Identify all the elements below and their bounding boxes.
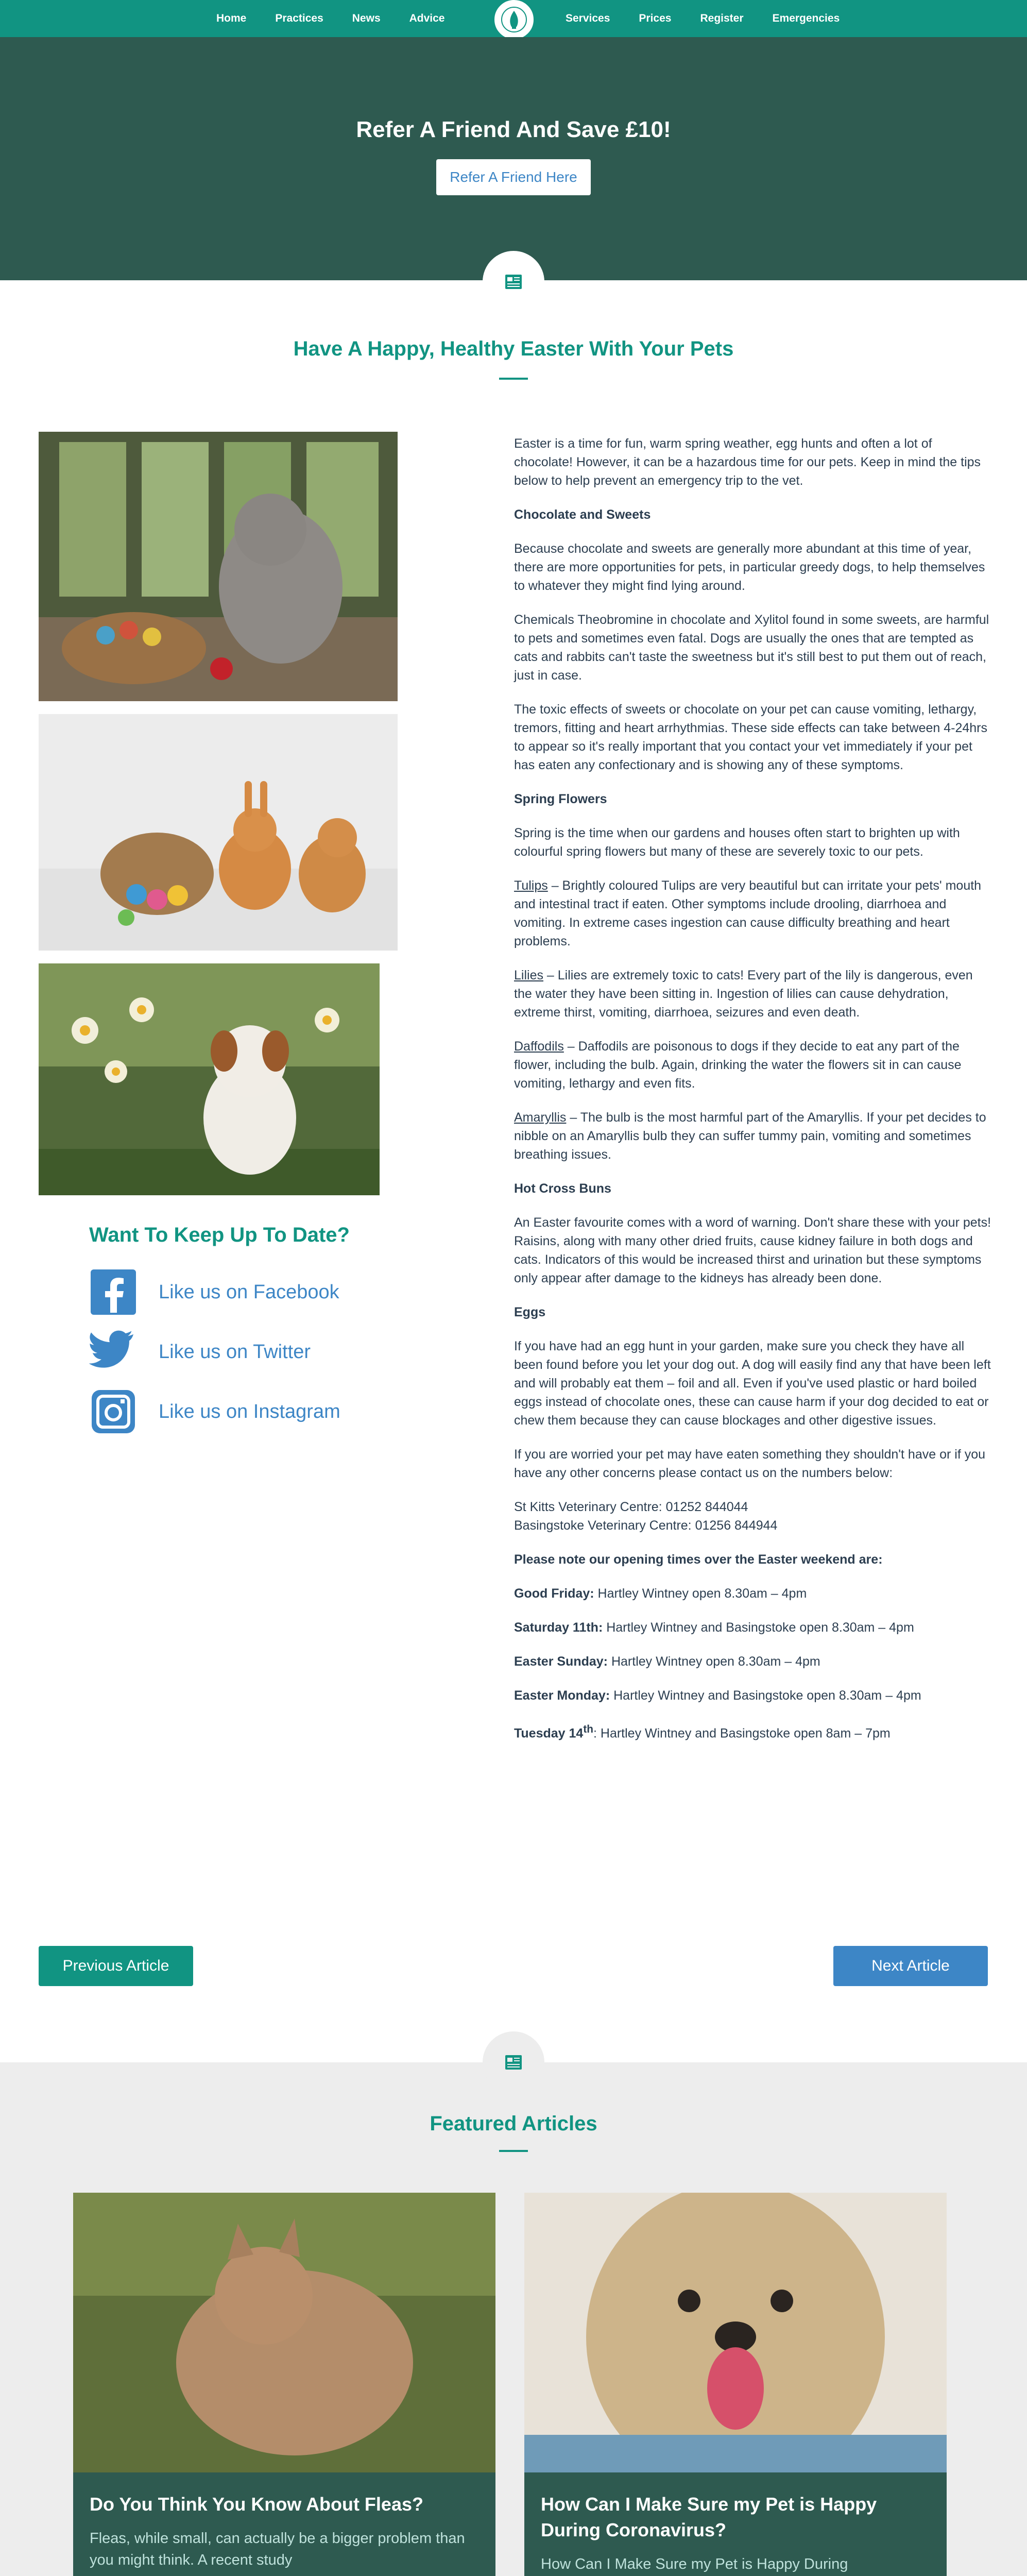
site-logo[interactable] xyxy=(492,0,536,41)
newspaper-icon xyxy=(502,2051,525,2074)
twitter-icon xyxy=(89,1327,138,1377)
opening-day: Easter Sunday: xyxy=(514,1654,608,1669)
banner-title: Refer A Friend And Save £10! xyxy=(356,117,671,142)
opening-detail: : Hartley Wintney and Basingstoke open 8am – 7pm xyxy=(593,1726,891,1741)
dog-in-daffodils-photo xyxy=(39,963,380,1195)
tulips-text: – Brightly coloured Tulips are very beautiful but can irritate your pets' mouth and intestinal tract if eaten. Other symptoms include drooling, diarrhoea and vomiting. In extreme cases ingestion can cause difficulty breathing and heart problems. xyxy=(514,878,982,948)
chocolate-paragraph-2: Chemicals Theobromine in chocolate and Xylitol found in some sweets, are harmful to pets and sometimes even fatal. Dogs are usually the ones that are tempted as cats and rabbits can't taste the sweetness but it's still best to put them out of reach, just in case. xyxy=(514,613,989,683)
featured-badge xyxy=(483,2031,544,2093)
daffodils-paragraph xyxy=(514,1037,993,1093)
lilies-name: Lilies xyxy=(514,968,543,982)
facebook-label: Like us on Facebook xyxy=(159,1281,339,1303)
twitter-link[interactable] xyxy=(89,1327,311,1377)
amaryllis-paragraph xyxy=(514,1108,993,1164)
facebook-link[interactable] xyxy=(89,1267,339,1317)
keep-up-to-date-title: Want To Keep Up To Date? xyxy=(89,1224,350,1246)
phone-numbers xyxy=(514,1498,993,1535)
featured-underline xyxy=(499,2150,528,2152)
worried-paragraph: If you are worried your pet may have eaten something they shouldn't have or if you have any other concerns please contact us on the numbers below: xyxy=(514,1447,986,1480)
nav-advice[interactable]: Advice xyxy=(409,12,445,24)
opening-detail: Hartley Wintney open 8.30am – 4pm xyxy=(608,1654,820,1669)
featured-articles-section xyxy=(0,2062,1027,2576)
rabbits-with-easter-eggs-photo xyxy=(39,714,398,951)
opening-day: Easter Monday: xyxy=(514,1688,610,1703)
opening-day: Saturday 11th: xyxy=(514,1620,603,1635)
title-underline xyxy=(499,378,528,380)
twitter-label: Like us on Twitter xyxy=(159,1341,311,1363)
opening-detail: Hartley Wintney and Basingstoke open 8.30am – 4pm xyxy=(610,1688,921,1703)
card-title: How Can I Make Sure my Pet is Happy During Coronavirus? xyxy=(541,2494,877,2540)
lilies-text: – Lilies are extremely toxic to cats! Every part of the lily is dangerous, even the water they have been sitting in. Ingestion of lilies can cause dehydration, extreme thirst, vomiting, diarrhoea, seizures and even death. xyxy=(514,968,973,1020)
opening-day: Tuesday 14 xyxy=(514,1726,584,1741)
nav-practices[interactable]: Practices xyxy=(275,12,323,24)
nav-services[interactable]: Services xyxy=(566,12,610,24)
card-excerpt: Fleas, while small, can actually be a bigger problem than you might think. A recent study xyxy=(90,2530,465,2568)
amaryllis-text: – The bulb is the most harmful part of the Amaryllis. If your pet decides to nibble on an Amaryllis bulb they can suffer tummy pain, vomiting and sometimes breathing issues. xyxy=(514,1110,986,1162)
article-title: Have A Happy, Healthy Easter With Your Pets xyxy=(293,337,734,360)
card-title: Do You Think You Know About Fleas? xyxy=(90,2494,423,2515)
hot-cross-buns-paragraph: An Easter favourite comes with a word of warning. Don't share these with your pets! Raisins, along with many other dried fruits, cause kidney failure in both dogs and cats. Indicators of this would be increased thirst and urination but these symptoms only appear after damage to the kidneys has already been done. xyxy=(514,1215,991,1285)
spring-flowers-paragraph: Spring is the time when our gardens and houses often start to brighten up with colourful spring flowers but many of these are severely toxic to our pets. xyxy=(514,826,960,859)
article-badge xyxy=(483,251,544,313)
featured-card-coronavirus[interactable] xyxy=(524,2193,947,2576)
refer-a-friend-button[interactable]: Refer A Friend Here xyxy=(436,159,591,195)
instagram-label: Like us on Instagram xyxy=(159,1400,340,1422)
amaryllis-name: Amaryllis xyxy=(514,1110,567,1125)
nav-home[interactable]: Home xyxy=(216,12,247,24)
opening-detail: Hartley Wintney and Basingstoke open 8.30am – 4pm xyxy=(603,1620,914,1635)
article-body xyxy=(514,434,993,1758)
cat-in-garden-photo xyxy=(73,2193,495,2472)
hot-cross-buns-heading: Hot Cross Buns xyxy=(514,1181,611,1196)
daffodils-text: – Daffodils are poisonous to dogs if they decide to eat any part of the flower, including the bulb. Again, drinking the water the flowers sit in can cause vomiting, lethargy and even fits. xyxy=(514,1039,962,1091)
opening-day: Good Friday: xyxy=(514,1586,594,1601)
nav-emergencies[interactable]: Emergencies xyxy=(772,12,840,24)
instagram-icon xyxy=(89,1387,138,1436)
chocolate-heading: Chocolate and Sweets xyxy=(514,507,651,522)
nav-prices[interactable]: Prices xyxy=(639,12,672,24)
featured-title: Featured Articles xyxy=(430,2112,597,2135)
featured-card-fleas[interactable] xyxy=(73,2193,495,2576)
eggs-paragraph: If you have had an egg hunt in your garden, make sure you check they have all been found before you let your dog out. A dog will easily find any that have been left and will probably eat them – foil and all. Even if you've used plastic or hard boiled eggs instead of chocolate ones, these can cause harm if your dog decided to eat or chew them because they can cause blockages and other digestive issues. xyxy=(514,1339,991,1428)
facebook-icon xyxy=(89,1267,138,1317)
chocolate-paragraph-3: The toxic effects of sweets or chocolate on your pet can cause vomiting, lethargy, tremors, fitting and heart arrhythmias. These side effects can take between 4-24hrs to appear so it's really important that you contact your vet immediately if your pet has eaten any confectionary and is showing any of these symptoms. xyxy=(514,702,987,772)
newspaper-icon xyxy=(502,270,525,293)
tulips-paragraph xyxy=(514,876,993,951)
opening-day-suffix: th xyxy=(583,1723,593,1735)
refer-a-friend-banner xyxy=(0,37,1027,280)
next-article-button[interactable]: Next Article xyxy=(833,1946,988,1986)
opening-detail: Hartley Wintney open 8.30am – 4pm xyxy=(594,1586,807,1601)
daffodils-name: Daffodils xyxy=(514,1039,564,1054)
vet-logo-icon xyxy=(501,6,527,33)
lilies-paragraph xyxy=(514,966,993,1022)
opening-time-row xyxy=(514,1686,993,1705)
opening-time-row xyxy=(514,1584,993,1603)
instagram-link[interactable] xyxy=(89,1387,340,1436)
opening-time-row xyxy=(514,1618,993,1637)
opening-times-note: Please note our opening times over the Easter weekend are: xyxy=(514,1552,883,1567)
phone-basingstoke: Basingstoke Veterinary Centre: 01256 844944 xyxy=(514,1518,778,1533)
card-excerpt: How Can I Make Sure my Pet is Happy During xyxy=(541,2556,848,2572)
opening-time-row xyxy=(514,1652,993,1671)
eggs-heading: Eggs xyxy=(514,1305,546,1319)
previous-article-button[interactable]: Previous Article xyxy=(39,1946,193,1986)
spring-flowers-heading: Spring Flowers xyxy=(514,792,607,806)
intro-paragraph: Easter is a time for fun, warm spring weather, egg hunts and often a lot of chocolate! However, it can be a hazardous time for our pets. Keep in mind the tips below to help prevent an emergency trip to the vet. xyxy=(514,436,981,488)
nav-register[interactable]: Register xyxy=(700,12,744,24)
top-navigation xyxy=(0,0,1027,37)
nav-left-group xyxy=(216,0,445,37)
nav-news[interactable]: News xyxy=(352,12,381,24)
phone-st-kitts: St Kitts Veterinary Centre: 01252 844044 xyxy=(514,1500,748,1514)
fluffy-dog-photo xyxy=(524,2193,947,2472)
tulips-name: Tulips xyxy=(514,878,548,893)
opening-time-row xyxy=(514,1720,993,1742)
cat-with-easter-basket-photo xyxy=(39,432,398,701)
nav-right-group xyxy=(566,0,840,37)
chocolate-paragraph-1: Because chocolate and sweets are generally more abundant at this time of year, there are more opportunities for pets, in particular greedy dogs, to help themselves to whatever they might find lying around. xyxy=(514,541,985,593)
